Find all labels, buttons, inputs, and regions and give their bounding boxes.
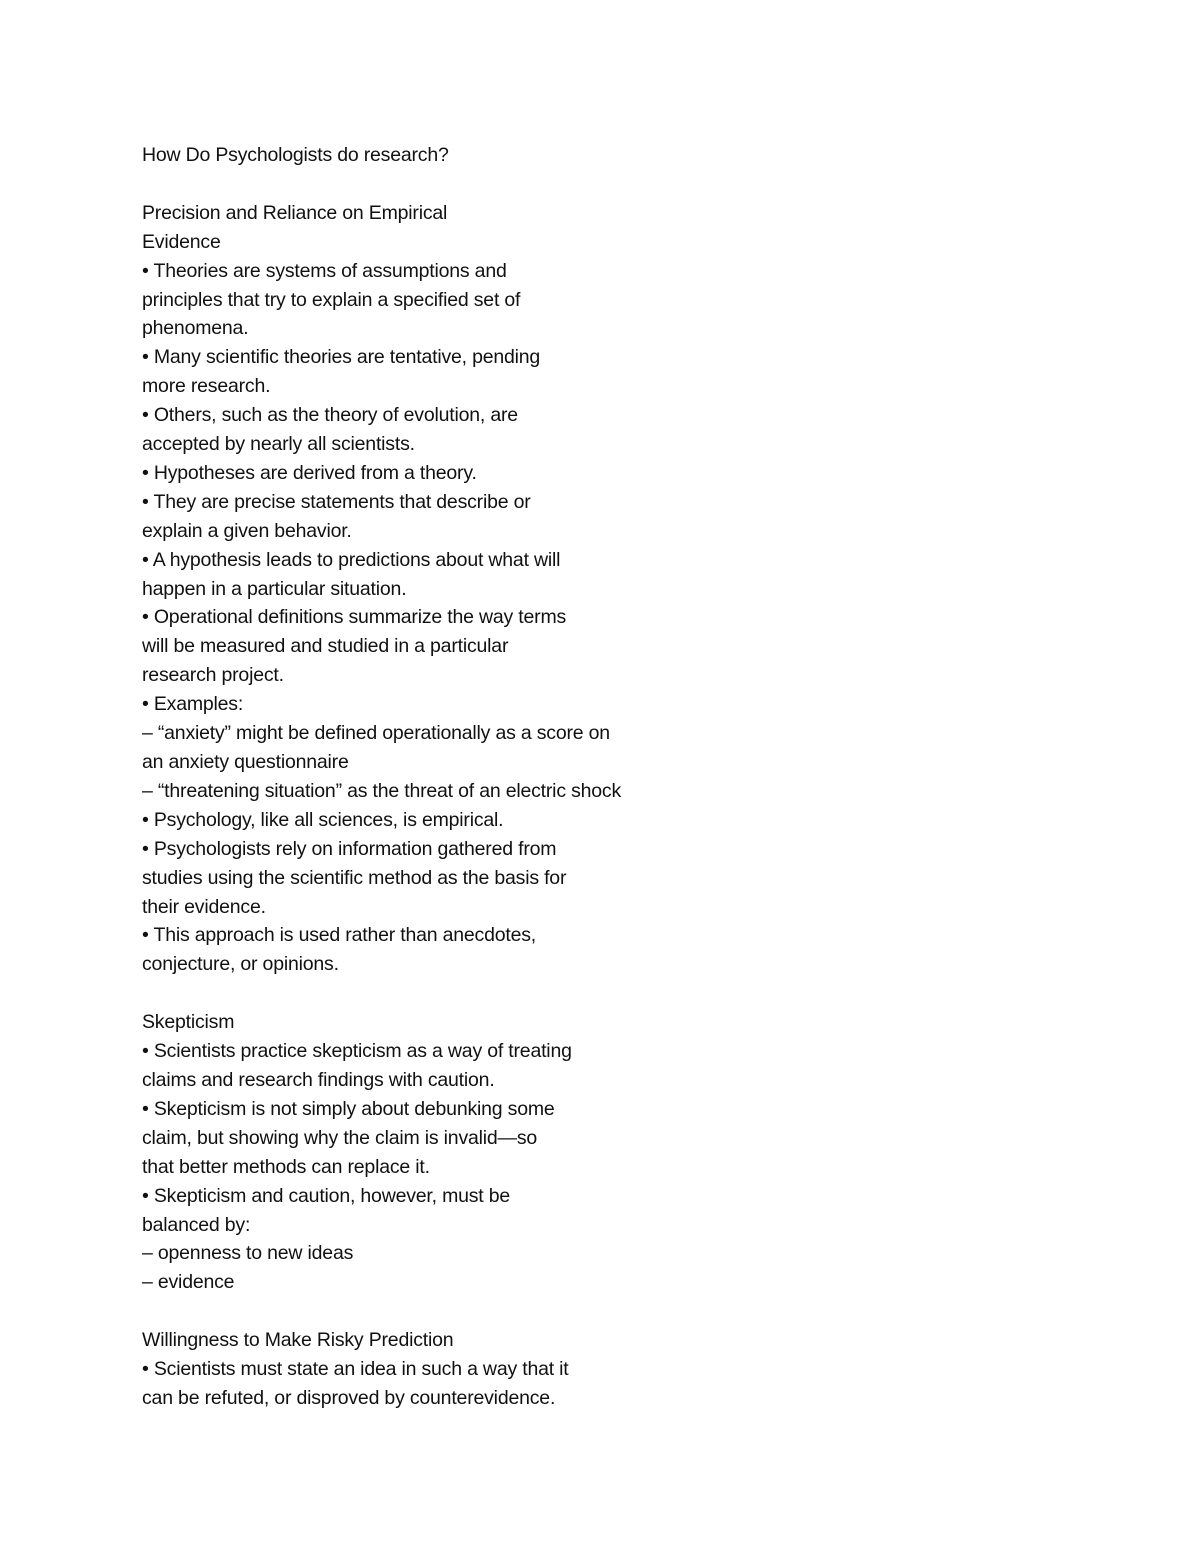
body-line: • Many scientific theories are tentative, pending	[142, 346, 541, 369]
blank-line	[142, 170, 902, 199]
body-line: – “anxiety” might be defined operationally as a score on	[142, 722, 610, 745]
section-heading: Skepticism	[142, 1011, 235, 1034]
body-line: will be measured and studied in a particular	[142, 635, 509, 658]
body-line: principles that try to explain a specified set of	[142, 288, 521, 311]
body-line: • Hypotheses are derived from a theory.	[142, 461, 477, 484]
body-line: • Examples:	[142, 693, 244, 716]
body-line: can be refuted, or disproved by counterevidence.	[142, 1386, 556, 1409]
document-body	[142, 141, 902, 1413]
body-line: • Psychologists rely on information gathered from	[142, 837, 557, 860]
body-line: – “threatening situation” as the threat of an electric shock	[142, 779, 622, 802]
body-line: • Scientists must state an idea in such a way that it	[142, 1358, 569, 1381]
body-line: – evidence	[142, 1271, 235, 1294]
body-line: • Skepticism is not simply about debunking some	[142, 1097, 555, 1120]
body-line: that better methods can replace it.	[142, 1155, 430, 1178]
body-line: their evidence.	[142, 895, 266, 918]
body-line: • Others, such as the theory of evolution, are	[142, 404, 518, 427]
body-line: more research.	[142, 375, 271, 398]
body-line: • Psychology, like all sciences, is empirical.	[142, 808, 504, 831]
body-line: – openness to new ideas	[142, 1242, 354, 1265]
body-line: explain a given behavior.	[142, 519, 352, 542]
body-line: conjecture, or opinions.	[142, 953, 339, 976]
body-line: • Scientists practice skepticism as a way of treating	[142, 1040, 572, 1063]
body-line: • A hypothesis leads to predictions about what will	[142, 548, 561, 571]
body-line: accepted by nearly all scientists.	[142, 433, 415, 456]
body-line: claim, but showing why the claim is invalid—so	[142, 1126, 538, 1149]
body-line: • Operational definitions summarize the way terms	[142, 606, 567, 629]
body-line: • Theories are systems of assumptions and	[142, 259, 507, 282]
body-line: balanced by:	[142, 1213, 251, 1236]
section-precision	[142, 199, 902, 979]
body-line: studies using the scientific method as the basis for	[142, 866, 567, 889]
body-line: happen in a particular situation.	[142, 577, 407, 600]
section-heading: Willingness to Make Risky Prediction	[142, 1329, 454, 1352]
document-title: How Do Psychologists do research?	[142, 144, 449, 166]
body-line: • Skepticism and caution, however, must be	[142, 1184, 511, 1207]
blank-line	[142, 979, 902, 1008]
body-line: • They are precise statements that describe or	[142, 490, 531, 513]
body-line: • This approach is used rather than anecdotes,	[142, 924, 537, 947]
body-line: an anxiety questionnaire	[142, 751, 349, 774]
section-risky-prediction	[142, 1326, 902, 1413]
body-line: research project.	[142, 664, 284, 687]
body-line: phenomena.	[142, 317, 249, 340]
blank-line	[142, 1297, 902, 1326]
section-heading: Precision and Reliance on Empirical	[142, 201, 448, 224]
section-skepticism	[142, 1008, 902, 1297]
section-heading: Evidence	[142, 230, 221, 253]
body-line: claims and research findings with caution.	[142, 1068, 495, 1091]
